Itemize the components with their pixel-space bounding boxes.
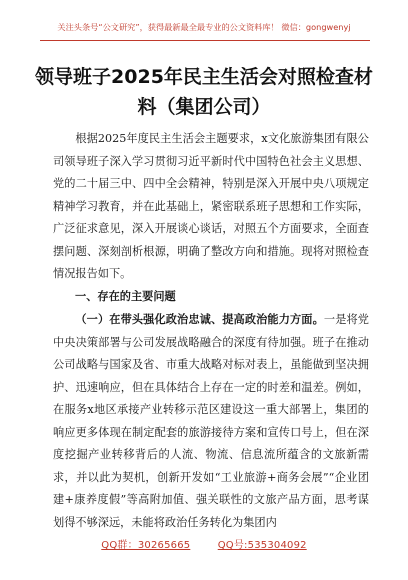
subsection-paragraph-1 (53, 308, 369, 534)
footer-qq-number: QQ号:535304092 (217, 540, 307, 551)
header-divider (40, 40, 370, 41)
intro-paragraph: 根据2025年度民主生活会主题要求，x文化旅游集团有限公司领导班子深入学习贯彻习近平新时代中国特色社会主义思想、党的二十届三中、四中全会精神，特别是深入开展中央八项规定精神学习教育，并在此基础上，紧密联系班子思想和工作实际，广泛征求意见，深入开展谈心谈话，对照五个方面要求，全面查摆问题、深刻剖析根源，明确了整改方向和措施。现将对照检查情况报告如下。 (53, 132, 369, 280)
footer-contact (0, 536, 408, 551)
document-title-line-1: 领导班子2025年民主生活会对照检查材 (35, 66, 373, 88)
section-heading-problems: 一、存在的主要问题 (75, 289, 176, 303)
subsection-heading-1: （一）在带头强化政治忠诚、提高政治能力方面。 (75, 312, 324, 326)
header-banner: 关注头条号“公文研究”，获得最新最全最专业的公文资料库！ 微信：gongwenyj (57, 22, 351, 32)
document-title-line-2: 料（集团公司） (137, 96, 271, 118)
footer-qq-group: QQ群：30265665 (101, 540, 191, 551)
subsection-text-1: 一是将党中央决策部署与公司发展战略融合的深度有待加强。班子在推动公司战略与国家及省、市重大战略对标对表上，虽能做到坚决拥护、迅速响应，但在具体结合上存在一定的时差和温差。例如，在服务x地区承接产业转移示范区建设这一重大部署上，集团的响应更多体现在制定配套的旅游接待方案和宣传口号上，但在深度挖掘产业转移背后的人流、物流、信息流所蕴含的文旅新需求，并以此为契机，创新开发如“工业旅游+商务会展”“企业团建+康养度假”等高附加值、强关联性的文旅产品方面，思考谋划得不够深远，未能将政治任务转化为集团内 (53, 313, 369, 529)
document-body (53, 128, 369, 534)
document-title (0, 62, 408, 122)
